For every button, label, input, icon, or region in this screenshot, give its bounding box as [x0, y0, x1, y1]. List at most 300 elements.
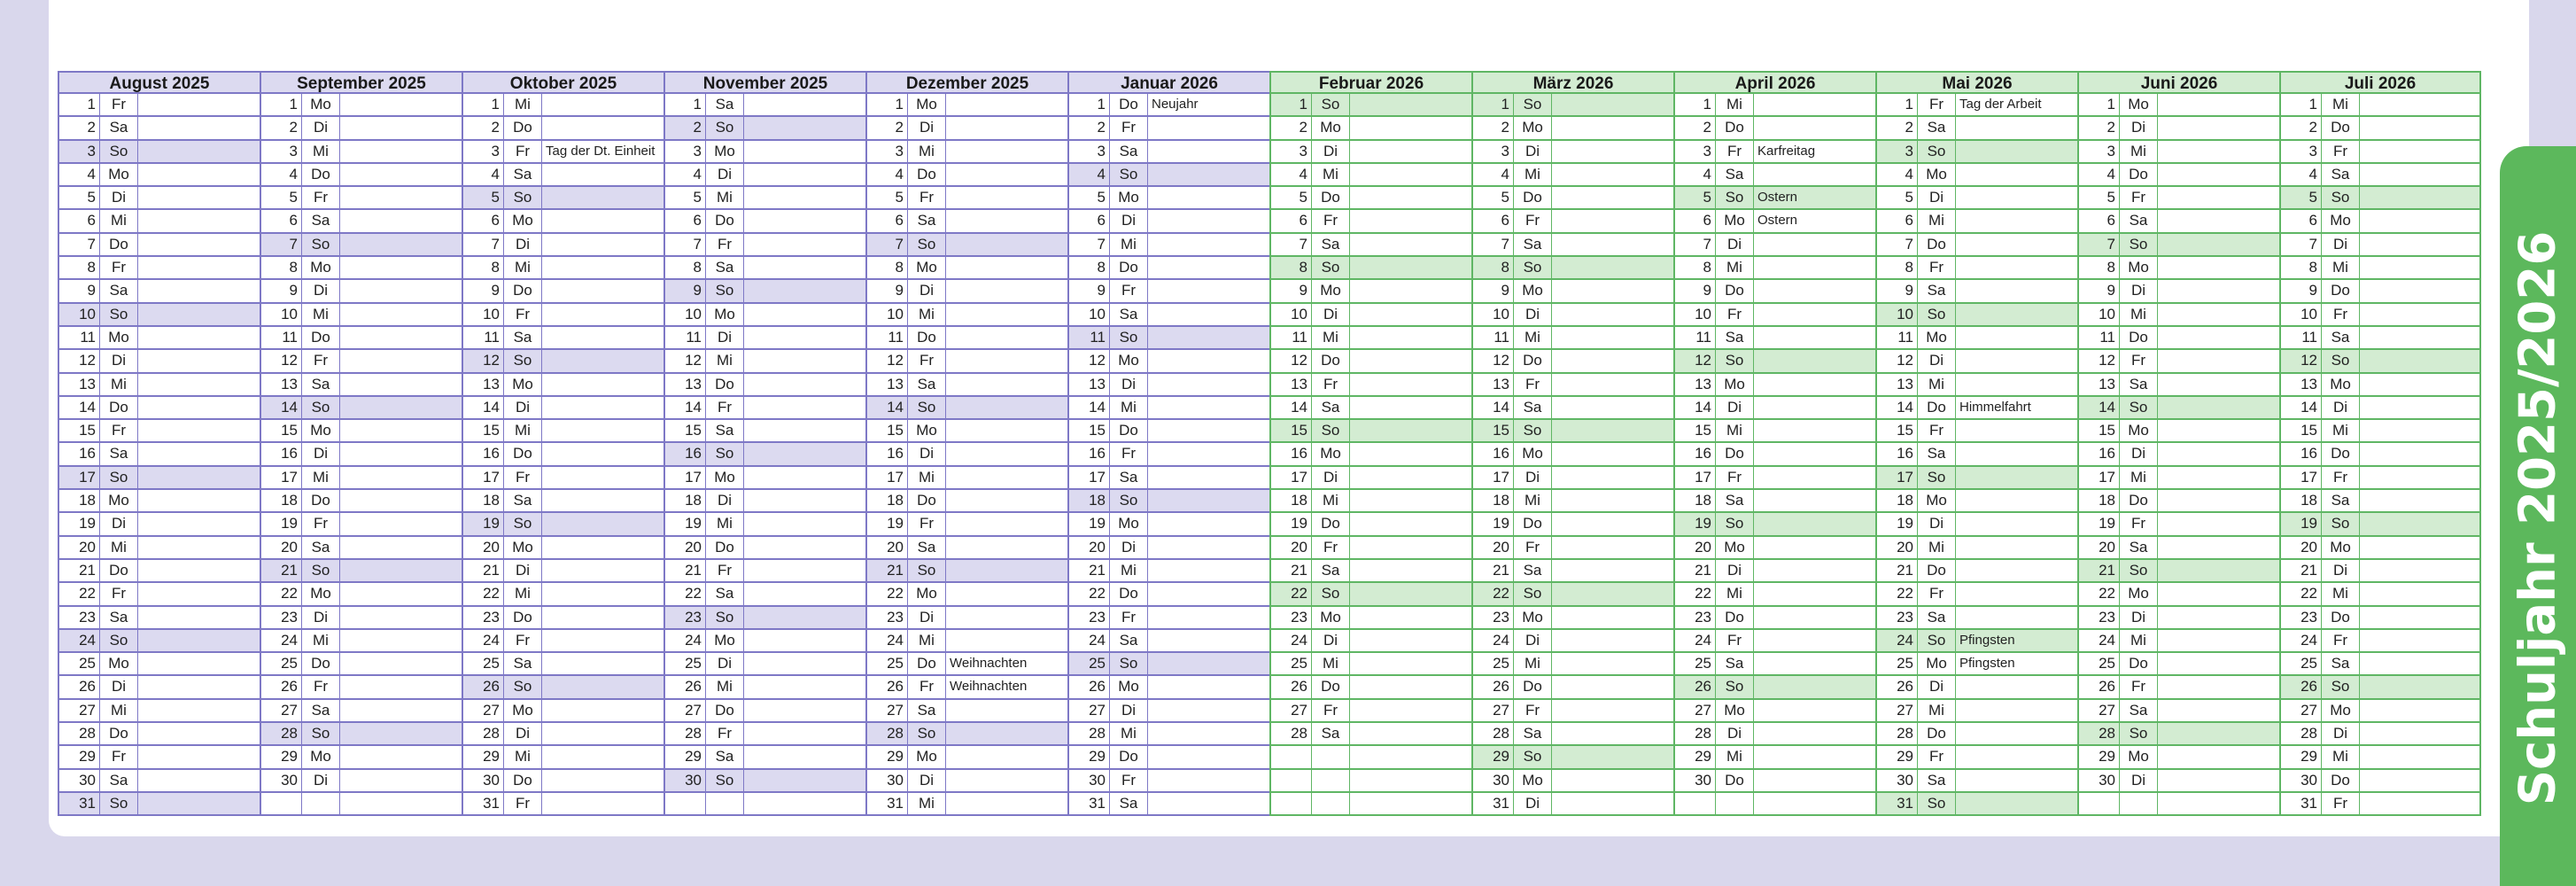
day-number: 6: [463, 210, 504, 231]
weekday: Di: [504, 397, 542, 418]
weekday: Do: [302, 653, 340, 674]
note-cell: [138, 117, 260, 138]
weekday: Di: [908, 117, 946, 138]
day-number: 10: [1675, 304, 1716, 325]
weekday: Fr: [1110, 770, 1148, 791]
month-column: [1067, 71, 1269, 816]
note-cell: [542, 420, 663, 441]
note-cell: [1350, 280, 1471, 301]
day-number: 27: [867, 700, 908, 721]
day-row: [867, 397, 1067, 420]
day-row: [665, 630, 865, 653]
weekday: Mi: [2322, 94, 2360, 115]
day-number: 7: [2079, 234, 2120, 255]
weekday: Sa: [100, 607, 138, 628]
day-row: [59, 700, 260, 723]
note-cell: [542, 374, 663, 395]
weekday: Do: [908, 490, 946, 511]
weekday: Mi: [2120, 304, 2158, 325]
weekday: So: [1918, 630, 1956, 651]
day-number: 22: [1069, 583, 1110, 604]
note-cell: [1754, 350, 1875, 371]
weekday: Sa: [1312, 723, 1350, 744]
day-row: [665, 304, 865, 327]
empty-cell: [1271, 793, 1312, 814]
note-cell: [946, 141, 1067, 162]
weekday: So: [1110, 653, 1148, 674]
weekday: So: [2322, 187, 2360, 208]
day-row: [463, 443, 663, 466]
day-row: [1069, 676, 1269, 699]
day-number: 1: [463, 94, 504, 115]
note-cell: [138, 443, 260, 464]
note-cell: [2360, 280, 2479, 301]
note-cell: [138, 723, 260, 744]
weekday: Fr: [1514, 374, 1552, 395]
weekday: Mo: [2120, 746, 2158, 767]
day-row: [1877, 257, 2077, 280]
day-row: [1271, 94, 1471, 117]
note-cell: [1956, 304, 2077, 325]
weekday: Sa: [100, 117, 138, 138]
holiday-label: Ostern: [1757, 190, 1798, 206]
day-row: [1675, 490, 1875, 513]
note-cell: [1754, 117, 1875, 138]
empty-cell: [2158, 793, 2279, 814]
weekday: Do: [1918, 560, 1956, 581]
day-number: 18: [59, 490, 100, 511]
note-cell: [2158, 443, 2279, 464]
weekday: Fr: [2322, 467, 2360, 488]
note-cell: [2360, 327, 2479, 348]
month-column: [1673, 71, 1875, 816]
weekday: Mo: [504, 700, 542, 721]
day-row: [2281, 397, 2479, 420]
day-row: [2079, 234, 2279, 257]
weekday: Fr: [908, 350, 946, 371]
day-number: 19: [867, 513, 908, 534]
weekday: Do: [302, 490, 340, 511]
weekday: Do: [2120, 164, 2158, 185]
weekday: Do: [1514, 513, 1552, 534]
day-number: 19: [1271, 513, 1312, 534]
day-number: 16: [1069, 443, 1110, 464]
day-number: 8: [665, 257, 706, 278]
day-row: [1877, 304, 2077, 327]
weekday: Sa: [908, 537, 946, 558]
note-cell: [946, 700, 1067, 721]
day-number: 19: [1877, 513, 1918, 534]
day-number: 23: [463, 607, 504, 628]
day-row: [59, 560, 260, 583]
note-cell: [2158, 397, 2279, 418]
day-row: [1069, 420, 1269, 443]
note-cell: [1956, 280, 2077, 301]
day-row: [59, 723, 260, 746]
day-number: 10: [2281, 304, 2322, 325]
day-number: 10: [1271, 304, 1312, 325]
day-row: [665, 94, 865, 117]
day-number: 27: [1473, 700, 1514, 721]
day-number: 11: [1473, 327, 1514, 348]
day-row: [2281, 257, 2479, 280]
note-cell: [340, 397, 462, 418]
day-row: [1675, 583, 1875, 606]
day-number: 6: [2281, 210, 2322, 231]
weekday: Mo: [1312, 117, 1350, 138]
day-number: 24: [665, 630, 706, 651]
weekday: Mi: [100, 374, 138, 395]
note-cell: [340, 443, 462, 464]
note-cell: [1350, 700, 1471, 721]
weekday: Mi: [302, 467, 340, 488]
day-row: [1271, 210, 1471, 233]
empty-cell: [1312, 793, 1350, 814]
empty-cell: [2120, 793, 2158, 814]
weekday: Mo: [302, 746, 340, 767]
note-cell: [946, 420, 1067, 441]
day-row: [1877, 327, 2077, 350]
day-number: 11: [59, 327, 100, 348]
day-number: 7: [1069, 234, 1110, 255]
note-cell: [2158, 187, 2279, 208]
day-number: 26: [463, 676, 504, 697]
day-number: 21: [1675, 560, 1716, 581]
day-row: [59, 210, 260, 233]
day-row: [1877, 94, 2077, 117]
weekday: Di: [302, 770, 340, 791]
note-cell: [1350, 141, 1471, 162]
weekday: Sa: [1312, 234, 1350, 255]
day-row: [2079, 723, 2279, 746]
day-row: [2079, 164, 2279, 187]
day-row: [665, 723, 865, 746]
day-row: [1271, 397, 1471, 420]
day-row: [463, 583, 663, 606]
weekday: Fr: [1312, 537, 1350, 558]
day-number: 16: [1271, 443, 1312, 464]
day-row: [867, 723, 1067, 746]
day-row: [1473, 653, 1673, 676]
day-row: [1877, 630, 2077, 653]
day-number: 26: [867, 676, 908, 697]
day-row: [1069, 700, 1269, 723]
weekday: Di: [2120, 607, 2158, 628]
day-number: 4: [463, 164, 504, 185]
day-row: [867, 700, 1067, 723]
note-cell: [138, 607, 260, 628]
day-number: 26: [1271, 676, 1312, 697]
weekday: Di: [1918, 513, 1956, 534]
note-cell: [2158, 513, 2279, 534]
weekday: Fr: [504, 630, 542, 651]
day-number: 5: [2079, 187, 2120, 208]
note-cell: [1350, 607, 1471, 628]
note-cell: [138, 397, 260, 418]
day-number: 23: [2079, 607, 2120, 628]
weekday: Sa: [2322, 164, 2360, 185]
day-number: 9: [1473, 280, 1514, 301]
day-row: [463, 700, 663, 723]
note-cell: [1148, 374, 1269, 395]
day-row: [59, 141, 260, 164]
weekday: Di: [1110, 537, 1148, 558]
note-cell: [340, 723, 462, 744]
day-row: [1473, 374, 1673, 397]
note-cell: [1754, 467, 1875, 488]
note-cell: [1350, 350, 1471, 371]
weekday: Do: [908, 653, 946, 674]
note-cell: [1148, 164, 1269, 185]
day-number: 22: [59, 583, 100, 604]
day-number: 8: [2079, 257, 2120, 278]
weekday: Do: [504, 117, 542, 138]
note-cell: [2158, 234, 2279, 255]
note-cell: [1956, 770, 2077, 791]
day-number: 17: [463, 467, 504, 488]
day-row: [867, 560, 1067, 583]
weekday: Sa: [504, 653, 542, 674]
note-cell: [1148, 210, 1269, 231]
weekday: Fr: [1110, 280, 1148, 301]
weekday: Sa: [1716, 164, 1754, 185]
note-cell: [744, 607, 865, 628]
day-number: 30: [2281, 770, 2322, 791]
day-number: 2: [1675, 117, 1716, 138]
day-row: [665, 374, 865, 397]
day-row: [665, 676, 865, 699]
note-cell: [2360, 397, 2479, 418]
note-cell: [946, 234, 1067, 255]
note-cell: [138, 770, 260, 791]
note-cell: [340, 280, 462, 301]
day-row: [1473, 420, 1673, 443]
weekday: So: [100, 304, 138, 325]
note-cell: [2360, 443, 2479, 464]
day-row: [463, 141, 663, 164]
weekday: So: [100, 141, 138, 162]
weekday: Do: [2120, 327, 2158, 348]
note-cell: [340, 350, 462, 371]
day-row: [1271, 257, 1471, 280]
day-number: 21: [1069, 560, 1110, 581]
day-row: [1877, 793, 2077, 816]
day-row: [1271, 467, 1471, 490]
weekday: Mo: [908, 94, 946, 115]
day-number: 29: [1069, 746, 1110, 767]
note-cell: [340, 607, 462, 628]
note-cell: [1552, 350, 1673, 371]
note-cell: [2360, 304, 2479, 325]
weekday: Di: [100, 187, 138, 208]
weekday: So: [706, 443, 744, 464]
weekday: Sa: [302, 537, 340, 558]
day-row: [463, 327, 663, 350]
note-cell: [1350, 537, 1471, 558]
note-cell: [946, 513, 1067, 534]
day-row: [1473, 443, 1673, 466]
day-number: 4: [261, 164, 302, 185]
day-number: 27: [1675, 700, 1716, 721]
day-row: [261, 490, 462, 513]
day-row: [59, 94, 260, 117]
empty-cell: [302, 793, 340, 814]
day-row: [665, 210, 865, 233]
note-cell: [744, 560, 865, 581]
weekday: Fr: [2322, 793, 2360, 814]
weekday: Fr: [1312, 210, 1350, 231]
weekday: Fr: [504, 304, 542, 325]
note-cell: [1148, 793, 1269, 814]
note-cell: [1956, 676, 2077, 697]
weekday: Fr: [1110, 607, 1148, 628]
day-number: 1: [665, 94, 706, 115]
weekday: Sa: [706, 746, 744, 767]
day-row: [1877, 420, 2077, 443]
note-cell: [1148, 141, 1269, 162]
note-cell: [2360, 420, 2479, 441]
note-cell: [2360, 630, 2479, 651]
note-cell: [1956, 257, 2077, 278]
day-row: [1877, 513, 2077, 536]
day-number: 10: [665, 304, 706, 325]
weekday: Sa: [1312, 560, 1350, 581]
day-row: [261, 583, 462, 606]
weekday: Mi: [504, 420, 542, 441]
weekday: Do: [1312, 187, 1350, 208]
day-number: 13: [665, 374, 706, 395]
note-cell: [2360, 257, 2479, 278]
weekday: Sa: [302, 700, 340, 721]
note-cell: [946, 560, 1067, 581]
weekday: Sa: [504, 164, 542, 185]
day-number: 15: [1877, 420, 1918, 441]
day-number: 20: [2281, 537, 2322, 558]
note-cell: [340, 746, 462, 767]
weekday: Sa: [1110, 141, 1148, 162]
weekday: Mo: [1716, 700, 1754, 721]
day-number: 15: [1473, 420, 1514, 441]
weekday: So: [1312, 583, 1350, 604]
day-row: [463, 187, 663, 210]
weekday: Di: [1918, 676, 1956, 697]
day-row: [2281, 164, 2479, 187]
day-number: 10: [261, 304, 302, 325]
day-number: 3: [261, 141, 302, 162]
day-number: 4: [1877, 164, 1918, 185]
day-row: [2281, 723, 2479, 746]
weekday: Mi: [100, 700, 138, 721]
weekday: Fr: [1716, 141, 1754, 162]
note-cell: [1754, 700, 1875, 721]
day-number: 12: [2281, 350, 2322, 371]
empty-cell: [1350, 793, 1471, 814]
weekday: Mo: [1110, 676, 1148, 697]
empty-cell: [2079, 793, 2120, 814]
day-number: 16: [1877, 443, 1918, 464]
month-header: April 2026: [1675, 71, 1875, 94]
day-number: 11: [1675, 327, 1716, 348]
weekday: Di: [706, 490, 744, 511]
note-cell: [1552, 653, 1673, 674]
day-number: 8: [1877, 257, 1918, 278]
note-cell: [340, 583, 462, 604]
weekday: Mi: [1716, 94, 1754, 115]
empty-row: [2079, 793, 2279, 816]
note-cell: [542, 257, 663, 278]
day-number: 8: [867, 257, 908, 278]
day-number: 28: [1675, 723, 1716, 744]
day-row: [665, 607, 865, 630]
month-column: [663, 71, 865, 816]
weekday: Mo: [1110, 187, 1148, 208]
day-number: 3: [1271, 141, 1312, 162]
weekday: Do: [302, 327, 340, 348]
day-number: 13: [1473, 374, 1514, 395]
day-row: [1877, 746, 2077, 769]
day-row: [1271, 327, 1471, 350]
day-row: [1271, 490, 1471, 513]
weekday: Fr: [908, 513, 946, 534]
weekday: Mo: [1110, 513, 1148, 534]
day-number: 20: [665, 537, 706, 558]
weekday: Fr: [504, 793, 542, 814]
note-cell: [744, 350, 865, 371]
empty-cell: [340, 793, 462, 814]
day-number: 13: [1877, 374, 1918, 395]
note-cell: [1956, 117, 2077, 138]
note-cell: [1350, 164, 1471, 185]
day-number: 29: [2281, 746, 2322, 767]
weekday: Mi: [2322, 746, 2360, 767]
day-number: 9: [665, 280, 706, 301]
weekday: Di: [706, 164, 744, 185]
note-cell: [1350, 327, 1471, 348]
note-cell: [1148, 583, 1269, 604]
note-cell: [138, 210, 260, 231]
note-cell: [1552, 560, 1673, 581]
note-cell: [542, 327, 663, 348]
weekday: Di: [2322, 723, 2360, 744]
day-number: 20: [59, 537, 100, 558]
weekday: So: [1312, 420, 1350, 441]
day-number: 10: [2079, 304, 2120, 325]
note-cell: [1552, 94, 1673, 115]
note-cell: [946, 187, 1067, 208]
weekday: Mo: [504, 537, 542, 558]
weekday: Fr: [2120, 513, 2158, 534]
note-cell: [2158, 700, 2279, 721]
day-number: 7: [261, 234, 302, 255]
day-row: [1069, 304, 1269, 327]
note-cell: [946, 723, 1067, 744]
day-row: [867, 187, 1067, 210]
day-row: [463, 560, 663, 583]
note-cell: [340, 770, 462, 791]
weekday: Di: [1514, 630, 1552, 651]
day-row: [261, 350, 462, 373]
note-cell: [1350, 653, 1471, 674]
day-number: 25: [261, 653, 302, 674]
weekday: Do: [2322, 607, 2360, 628]
weekday: Sa: [1918, 117, 1956, 138]
note-cell: [1552, 374, 1673, 395]
day-number: 2: [1271, 117, 1312, 138]
day-row: [59, 467, 260, 490]
day-row: [1069, 94, 1269, 117]
day-row: [463, 467, 663, 490]
day-row: [867, 374, 1067, 397]
